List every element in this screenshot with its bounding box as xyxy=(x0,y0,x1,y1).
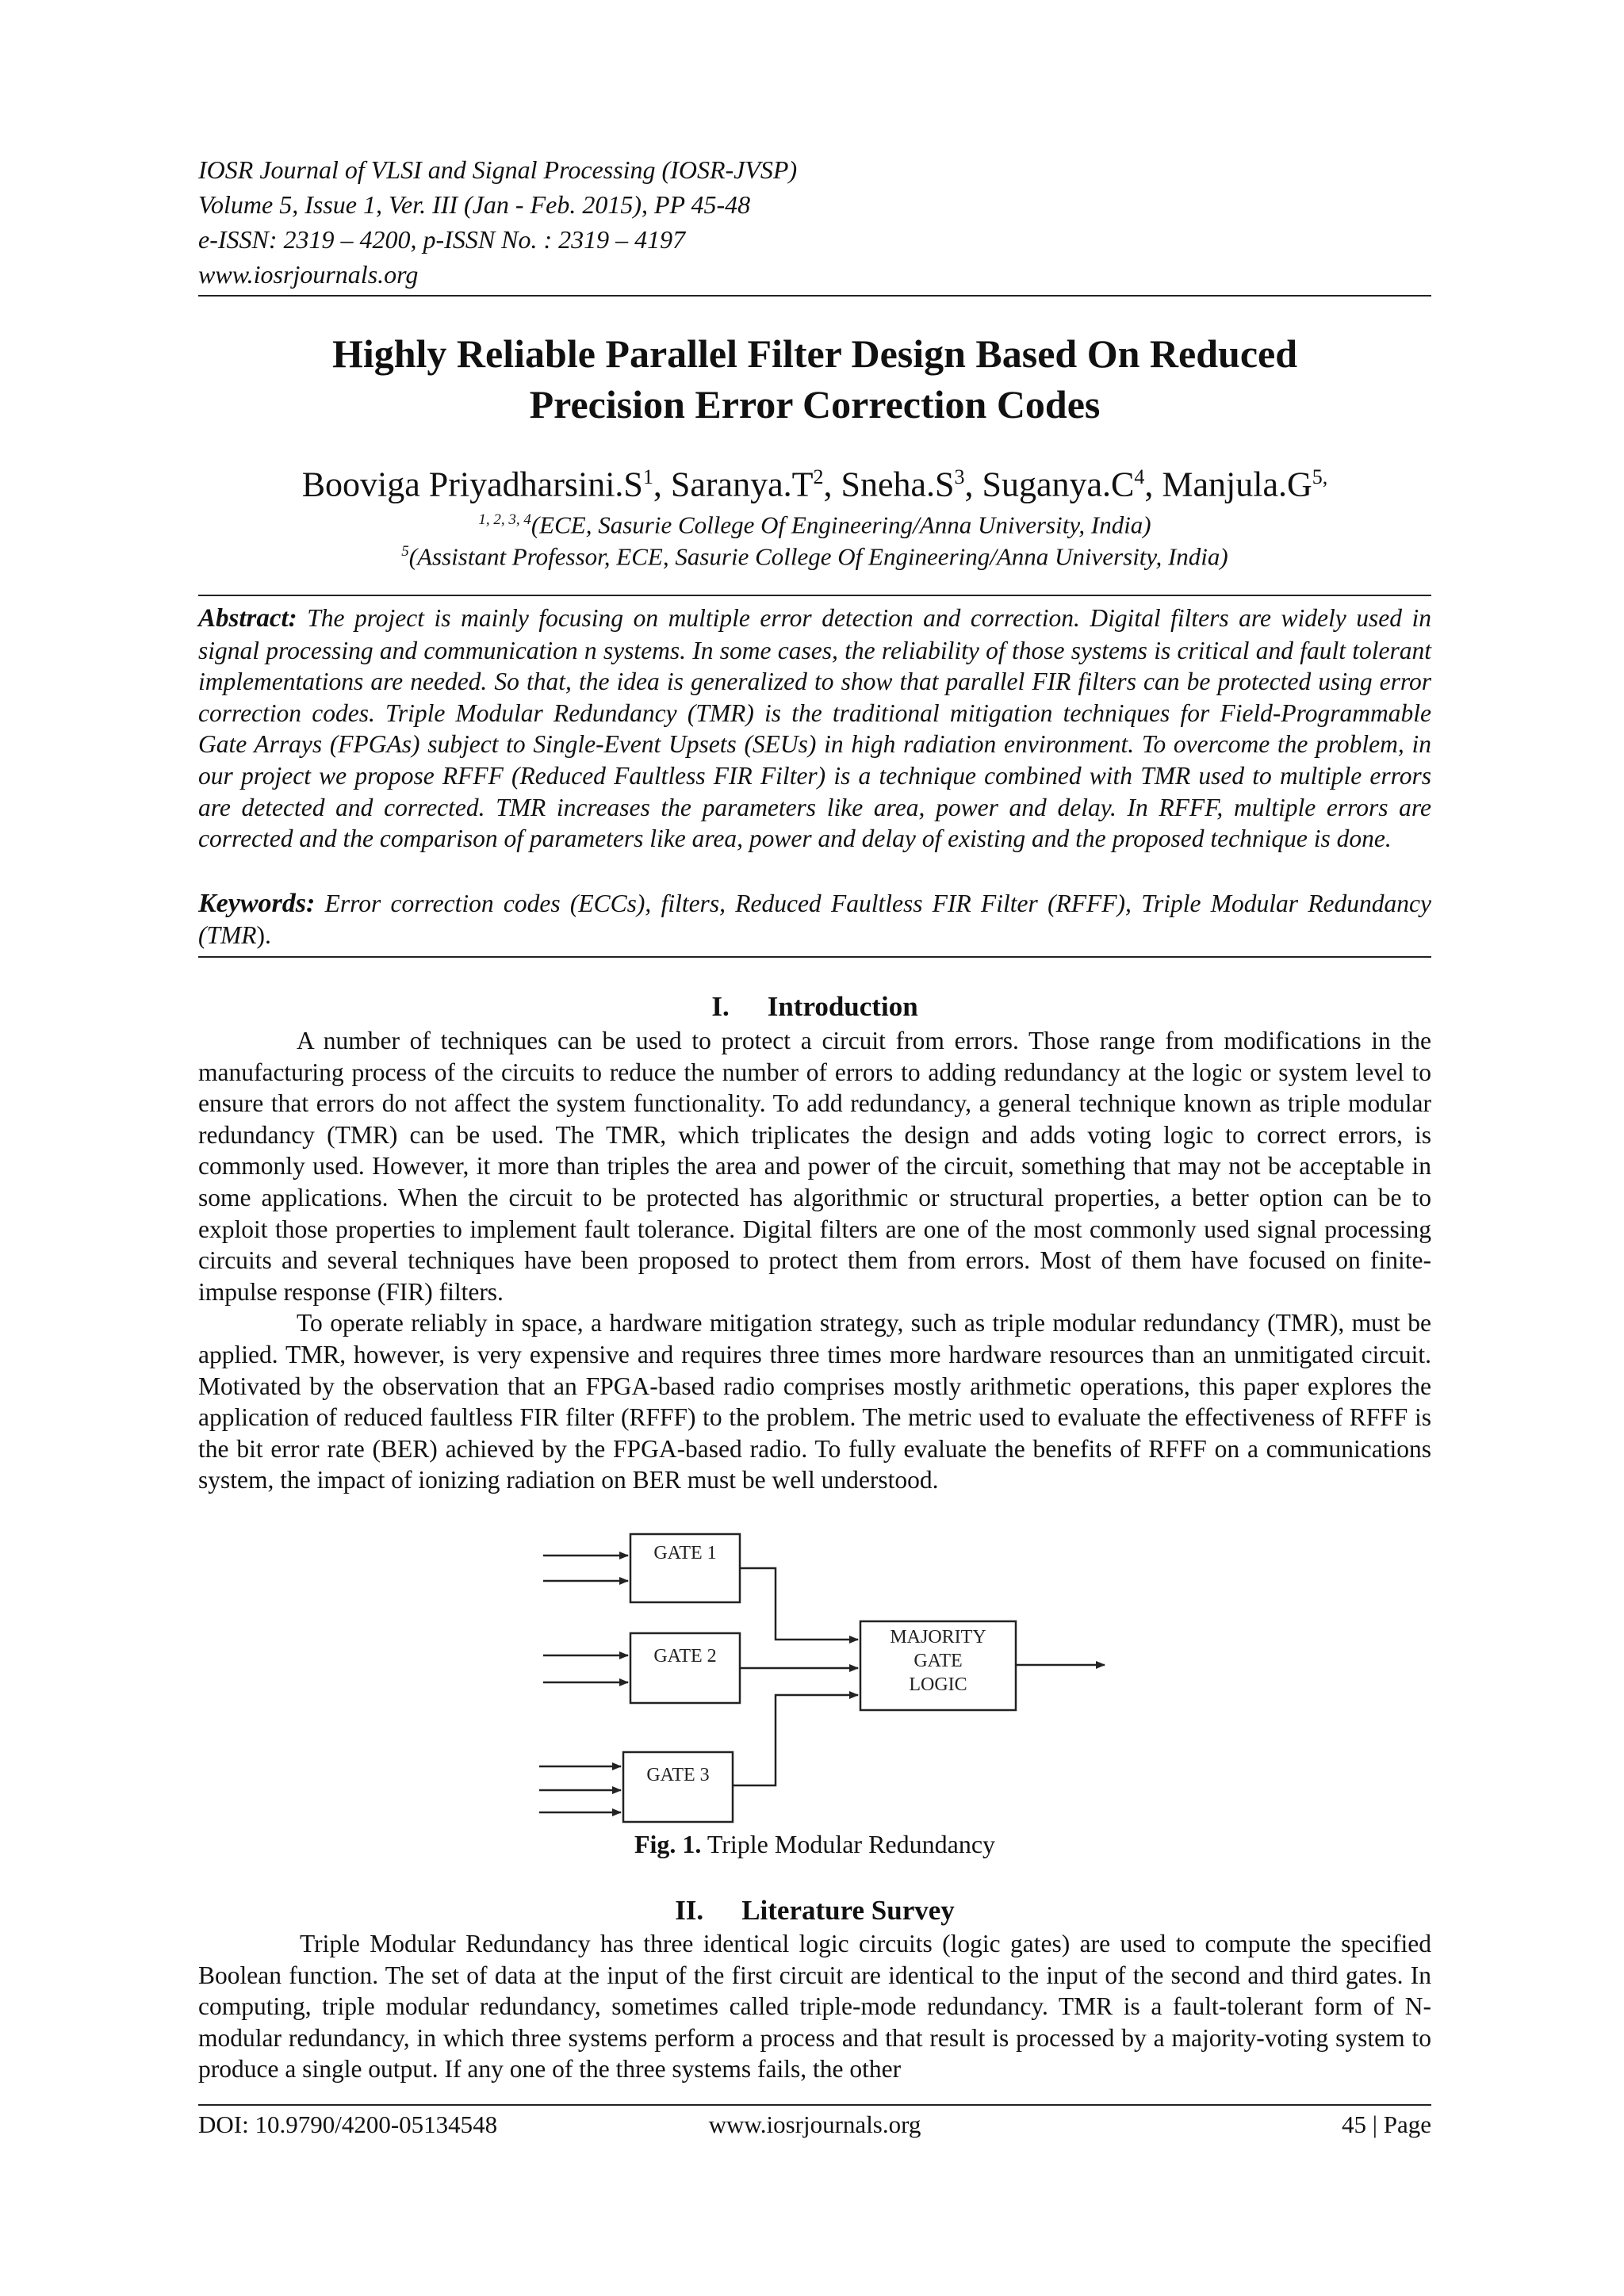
section-2-number: II. xyxy=(675,1895,704,1926)
gate-2-box xyxy=(630,1633,740,1703)
author-5-sup: 5, xyxy=(1312,465,1328,488)
author-3-sup: 3 xyxy=(954,465,965,488)
section-2-paragraph-1: Triple Modular Redundancy has three identical logic circuits (logic gates) are used to compute the specified Boolean function. The set of data at the input of the first circuit are identical to the input of the second and third gates. In computing, triple modular redundancy, sometimes called triple-mode redundancy. TMR is a fault-tolerant form of N-modular redundancy, in which three systems perform a process and that result is processed by a majority-voting system to produce a single output. If any one of the three systems fails, the other xyxy=(198,1930,1431,2084)
footer-website[interactable]: www.iosrjournals.org xyxy=(708,2110,921,2138)
gate-3-box xyxy=(623,1752,733,1822)
title-line-1: Highly Reliable Parallel Filter Design Based On Reduced xyxy=(331,331,1298,376)
author-4: Suganya.C xyxy=(982,465,1135,504)
abstract-label: Abstract: xyxy=(198,604,297,633)
majority-label-line-3: LOGIC xyxy=(909,1674,967,1695)
author-2: Saranya.T xyxy=(670,465,814,504)
section-2-title: Literature Survey xyxy=(741,1895,955,1926)
journal-website[interactable]: www.iosrjournals.org xyxy=(198,260,419,289)
figure-1-caption-label: Fig. 1. xyxy=(634,1830,702,1858)
section-1-title: Introduction xyxy=(767,991,918,1022)
gate-1-label: GATE 1 xyxy=(653,1543,717,1563)
author-2-sup: 2 xyxy=(813,465,824,488)
affiliation-1-text: (ECE, Sasurie College Of Engineering/Anna University, India) xyxy=(530,511,1151,539)
majority-label-line-2: GATE xyxy=(914,1651,963,1671)
section-2-heading xyxy=(198,1893,1431,1928)
author-3: Sneha.S xyxy=(841,465,955,504)
gate-3-label: GATE 3 xyxy=(646,1765,710,1785)
section-1-number: I. xyxy=(711,991,730,1022)
keywords-label: Keywords: xyxy=(198,889,316,918)
figure-1-caption xyxy=(198,1828,1431,1860)
gate-3-output-arrow xyxy=(733,1695,858,1785)
gate-1-output-arrow xyxy=(740,1568,858,1640)
journal-volume: Volume 5, Issue 1, Ver. III (Jan - Feb. 2015), PP 45-48 xyxy=(198,190,751,219)
footer-doi: DOI: 10.9790/4200-05134548 xyxy=(198,2110,498,2138)
keywords-tail: ). xyxy=(256,921,271,949)
journal-name: IOSR Journal of VLSI and Signal Processing (IOSR-JVSP) xyxy=(198,155,798,184)
affiliation-2-text: (Assistant Professor, ECE, Sasurie College Of Engineering/Anna University, India) xyxy=(408,542,1228,571)
section-1-paragraph-2: To operate reliably in space, a hardware mitigation strategy, such as triple modular redundancy (TMR), must be applied. TMR, however, is very expensive and requires three times more hardware resources than an unmitigated circuit. Motivated by the observation that an FPGA-based radio comprises mostly arithmetic operations, this paper explores the application of reduced faultless FIR filter (RFFF) to the problem. The metric used to evaluate the effectiveness of RFFF is the bit error rate (BER) achieved by the FPGA-based radio. To fully evaluate the benefits of RFFF on a communications system, the impact of ionizing radiation on BER must be well understood. xyxy=(198,1309,1431,1494)
author-1-sup: 1 xyxy=(642,465,653,488)
abstract-text: The project is mainly focusing on multiple error detection and correction. Digital filters are widely used in signal processing and communication n systems. In some cases, the reliability of those systems is critical and fault tolerant implementations are needed. So that, the idea is generalized to show that parallel FIR filters can be protected using error correction codes. Triple Modular Redundancy (TMR) is the traditional mitigation techniques for Field-Programmable Gate Arrays (FPGAs) subject to Single-Event Upsets (SEUs) in high radiation environment. To overcome the problem, in our project we propose RFFF (Reduced Faultless FIR Filter) is a technique combined with TMR used to multiple errors are detected and corrected. TMR increases the parameters like area, power and delay. In RFFF, multiple errors are corrected and the comparison of parameters like area, power and delay of existing and the proposed technique is done. xyxy=(198,604,1432,853)
section-1-paragraph-1: A number of techniques can be used to protect a circuit from errors. Those range from modifications in the manufacturing process of the circuits to reduce the number of errors to adding redundancy at the logic or system level to ensure that errors do not affect the system functionality. To add redundancy, a general technique known as triple modular redundancy (TMR) can be used. The TMR, which triplicates the design and adds voting logic to correct errors, is commonly used. However, it more than triples the area and power of the circuit, something that may not be acceptable in some applications. When the circuit to be protected has algorithmic or structural properties, a better option can be to exploit those properties to implement fault tolerance. Digital filters are one of the most commonly used signal processing circuits and several techniques have been proposed to protect them from errors. Most of them have focused on finite-impulse response (FIR) filters. xyxy=(198,1027,1431,1306)
figure-1-caption-text: Triple Modular Redundancy xyxy=(707,1830,996,1858)
author-5: Manjula.G xyxy=(1162,465,1312,504)
keywords-text: Error correction codes (ECCs), filters, Reduced Faultless FIR Filter (RFFF), Triple Modular Redundancy (TMR xyxy=(198,890,1432,949)
author-list: Booviga $Priyadharsini.S^1$, $Saranya.T^2$, $Sneha.S^3$, $Suganya.C^4$, $Manjula.G^{5,}$ xyxy=(301,465,1328,504)
section-2-body xyxy=(198,1928,1431,2085)
gate-2-label: GATE 2 xyxy=(653,1646,717,1667)
affiliation-1-sup: 1, 2, 3, 4 xyxy=(478,511,531,528)
title-line-2: Precision Error Correction Codes xyxy=(529,382,1101,427)
majority-label-line-1: MAJORITY xyxy=(890,1627,986,1647)
footer-page-number: 45 | Page xyxy=(1342,2110,1431,2138)
affiliation-2-sup: 5 xyxy=(401,543,409,560)
author-1: Booviga Priyadharsini.S xyxy=(301,465,643,504)
footer-rule xyxy=(198,2104,1431,2106)
journal-issn: e-ISSN: 2319 – 4200, p-ISSN No. : 2319 – 4197 xyxy=(198,225,686,254)
author-4-sup: 4 xyxy=(1134,465,1145,488)
